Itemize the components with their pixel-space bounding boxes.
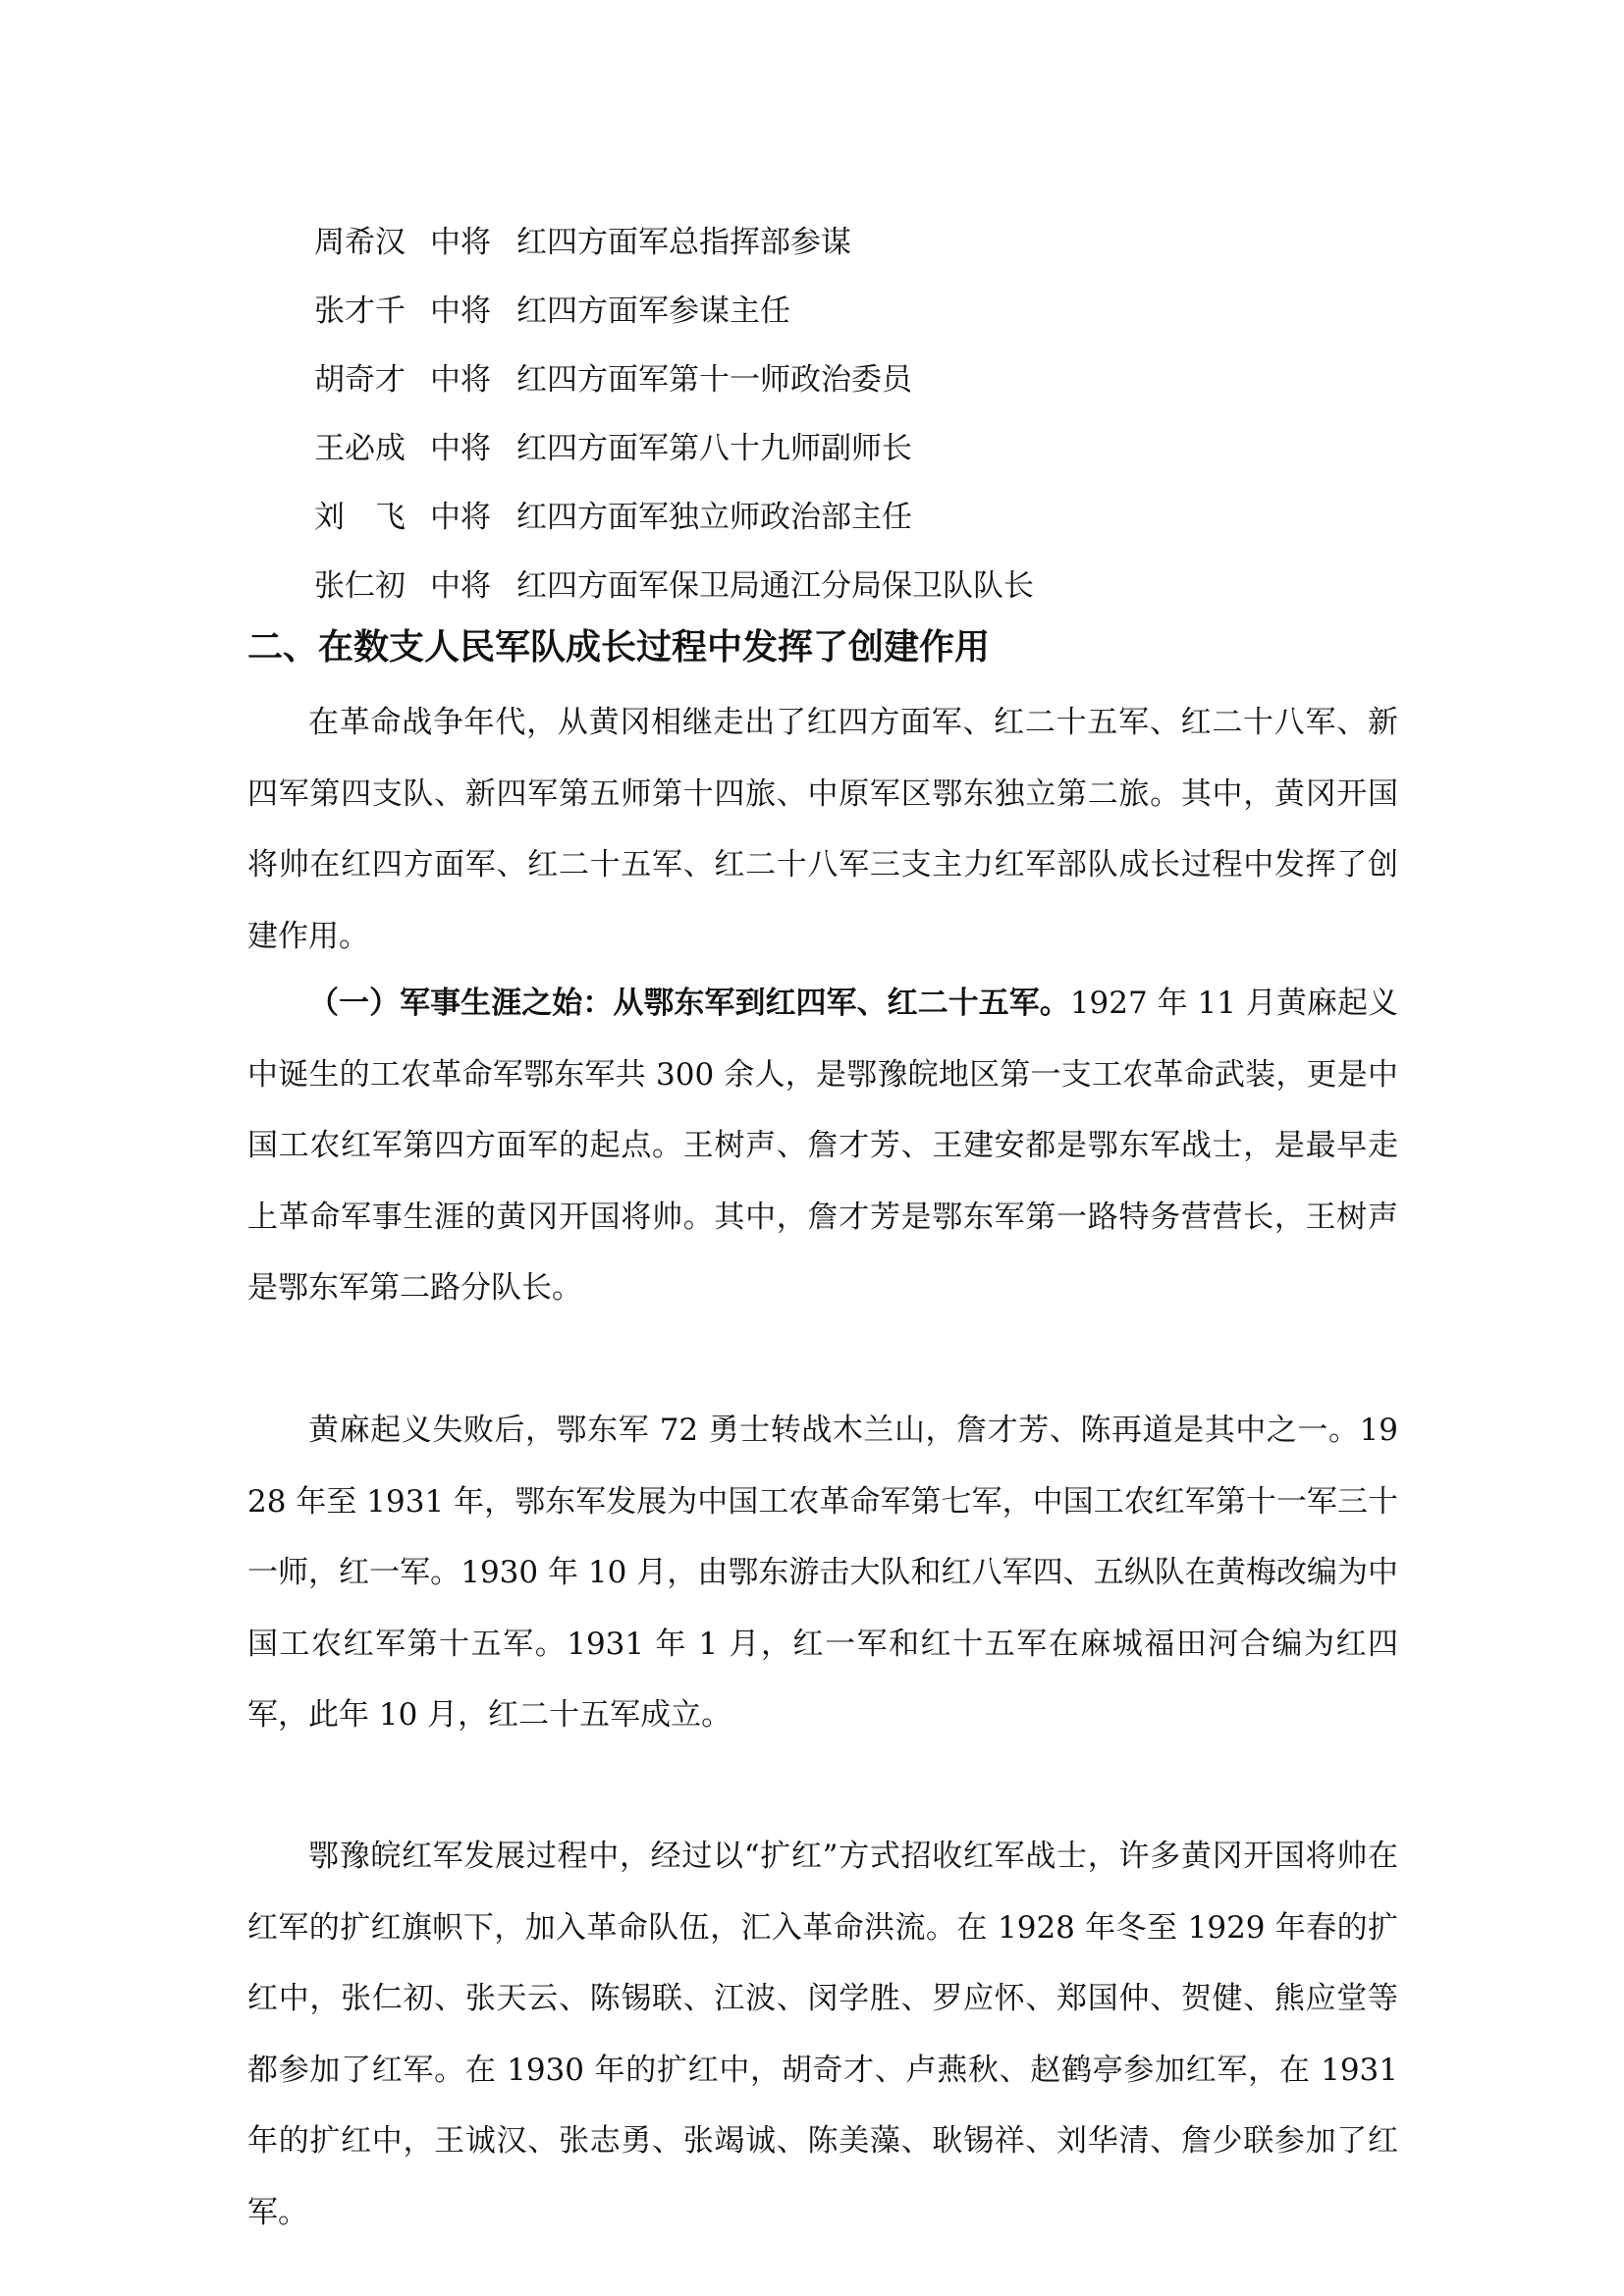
officer-name: 胡奇才	[314, 362, 406, 398]
officer-name: 刘 飞	[314, 500, 406, 535]
paragraph-after-uprising: 黄麻起义失败后，鄂东军 72 勇士转战木兰山，詹才芳、陈再道是其中之一。1928 年至 1931 年，鄂东军发展为中国工农革命军第七军，中国工农红军第十一军三十一师，红一军。1930 年 10 月，由鄂东游击大队和红八军四、五纵队在黄梅改编为中国工农红军第十五军。1931 年 1 月，红一军和红十五军在麻城福田河合编为红四军，此年 10 月，红二十五军成立。	[247, 1413, 1398, 1733]
list-item	[314, 208, 1394, 277]
paragraph-origins-body: 1927 年 11 月黄麻起义中诞生的工农革命军鄂东军共 300 余人，是鄂豫皖地区第一支工农革命武装，更是中国工农红军第四方面军的起点。王树声、詹才芳、王建安都是鄂东军战士，是最早走上革命军事生涯的黄冈开国将帅。其中，詹才芳是鄂东军第一路特务营营长，王树声是鄂东军第二路分队长。	[247, 986, 1398, 1306]
list-item	[314, 346, 1394, 414]
list-item	[314, 414, 1394, 483]
officer-post: 红四方面军第八十九师副师长	[516, 431, 912, 466]
officer-name: 王必成	[314, 431, 406, 466]
paragraph-recruitment: 鄂豫皖红军发展过程中，经过以“扩红”方式招收红军战士，许多黄冈开国将帅在红军的扩红旗帜下，加入革命队伍，汇入革命洪流。在 1928 年冬至 1929 年春的扩红中，张仁初、张天云、陈锡联、江波、闵学胜、罗应怀、郑国仲、贺健、熊应堂等都参加了红军。在 1930 年的扩红中，胡奇才、卢燕秋、赵鹤亭参加红军，在 1931 年的扩红中，王诚汉、张志勇、张竭诚、陈美藻、耿锡祥、刘华清、詹少联参加了红军。	[247, 1839, 1398, 2230]
officer-post: 红四方面军保卫局通江分局保卫队队长	[516, 568, 1034, 604]
officer-post: 红四方面军参谋主任	[516, 294, 790, 329]
paragraph-intro: 在革命战争年代，从黄冈相继走出了红四方面军、红二十五军、红二十八军、新四军第四支队、新四军第五师第十四旅、中原军区鄂东独立第二旅。其中，黄冈开国将帅在红四方面军、红二十五军、红二十八军三支主力红军部队成长过程中发挥了创建作用。	[247, 705, 1398, 954]
officer-list	[314, 208, 1394, 620]
officer-rank: 中将	[430, 294, 491, 329]
officer-rank: 中将	[430, 500, 491, 535]
officer-rank: 中将	[430, 362, 491, 398]
list-item	[314, 552, 1394, 620]
officer-name: 张才千	[314, 294, 406, 329]
officer-name: 张仁初	[314, 568, 406, 604]
officer-rank: 中将	[430, 431, 491, 466]
officer-post: 红四方面军独立师政治部主任	[516, 500, 912, 535]
list-item	[314, 277, 1394, 346]
subsection-heading: （一）军事生涯之始：从鄂东军到红四军、红二十五军。	[308, 986, 1070, 1021]
list-item	[314, 483, 1394, 552]
officer-name: 周希汉	[314, 225, 406, 260]
officer-post: 红四方面军第十一师政治委员	[516, 362, 912, 398]
officer-post: 红四方面军总指挥部参谋	[516, 225, 851, 260]
officer-rank: 中将	[430, 568, 491, 604]
section-heading: 二、在数支人民军队成长过程中发挥了创建作用	[247, 627, 991, 667]
paragraph-origins	[247, 968, 1398, 1324]
officer-rank: 中将	[430, 225, 491, 260]
